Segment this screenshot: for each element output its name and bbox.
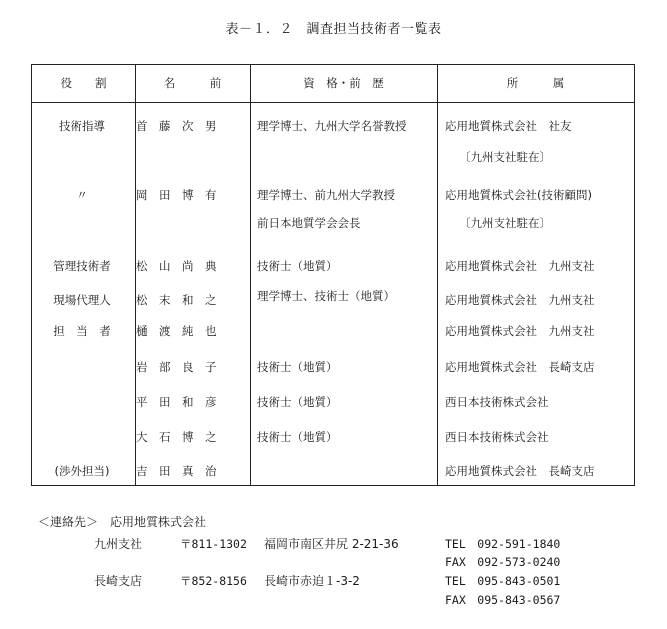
kyushu-postal-code: 〒811-1302 (180, 537, 247, 551)
column-divider (250, 65, 251, 485)
table-cell-qualification: 理学博士、九州大学名誉教授 (257, 119, 407, 133)
table-cell-qualification: 技術士（地質） (257, 259, 338, 273)
kyushu-branch-name: 九州支社 (94, 537, 143, 551)
table-cell-qualification: 理学博士、前九州大学教授 (257, 188, 395, 202)
header-name: 名 前 (163, 76, 222, 90)
staff-table (31, 64, 635, 486)
table-cell-qualification: 技術士（地質） (257, 360, 338, 374)
table-cell-name: 樋 渡 純 也 (136, 324, 217, 338)
kyushu-address: 福岡市南区井尻 2-21-36 (264, 537, 399, 551)
nagasaki-fax: FAX 095-843-0567 (445, 593, 561, 607)
table-cell-affiliation: 応用地質株式会社 九州支社 (445, 259, 595, 273)
table-cell-affiliation: 応用地質株式会社 九州支社 (445, 324, 595, 338)
table-cell-name: 松 山 尚 典 (136, 259, 217, 273)
table-cell-qualification: 技術士（地質） (257, 430, 338, 444)
table-cell-affiliation: 応用地質株式会社 長崎支店 (445, 464, 595, 478)
table-cell-affiliation: 西日本技術株式会社 (445, 395, 549, 409)
contact-heading: ＜連絡先＞ 応用地質株式会社 (38, 515, 207, 529)
table-cell-qualification: 前日本地質学会会長 (257, 216, 361, 230)
nagasaki-branch-name: 長崎支店 (94, 574, 143, 588)
table-cell-affiliation: 〔九州支社駐在〕 (459, 216, 551, 230)
column-divider (437, 65, 438, 485)
header-divider (32, 102, 634, 103)
table-cell-affiliation: 〔九州支社駐在〕 (459, 150, 551, 164)
table-cell-qualification: 理学博士、技術士（地質） (257, 289, 395, 303)
table-cell-affiliation: 応用地質株式会社(技術顧問) (445, 188, 592, 202)
header-affiliation: 所 属 (506, 76, 565, 90)
table-cell-name: 吉 田 真 治 (136, 464, 217, 478)
table-cell-qualification: 技術士（地質） (257, 395, 338, 409)
nagasaki-postal-code: 〒852-8156 (180, 574, 247, 588)
table-cell-role: 管理技術者 (53, 259, 111, 273)
table-cell-name: 松 末 和 之 (136, 293, 217, 307)
table-cell-name: 首 藤 次 男 (136, 119, 217, 133)
table-cell-affiliation: 応用地質株式会社 社友 (445, 119, 572, 133)
page-title: 表－１．２ 調査担当技術者一覧表 (225, 22, 442, 37)
table-cell-role: 技術指導 (59, 119, 105, 133)
table-cell-role: (渉外担当) (54, 464, 110, 478)
table-cell-role: 担 当 者 (53, 324, 111, 338)
table-cell-affiliation: 応用地質株式会社 長崎支店 (445, 360, 595, 374)
table-cell-name: 大 石 博 之 (136, 430, 217, 444)
table-cell-name: 岡 田 博 有 (136, 188, 217, 202)
header-qualification: 資 格・前 歴 (303, 76, 384, 90)
table-cell-role: 〃 (76, 188, 88, 202)
nagasaki-tel: TEL 095-843-0501 (445, 574, 561, 588)
table-cell-affiliation: 応用地質株式会社 九州支社 (445, 293, 595, 307)
kyushu-fax: FAX 092-573-0240 (445, 555, 561, 569)
header-role: 役 割 (60, 76, 107, 90)
table-cell-name: 岩 部 良 子 (136, 360, 217, 374)
kyushu-tel: TEL 092-591-1840 (445, 537, 561, 551)
nagasaki-address: 長崎市赤迫１-3-2 (264, 574, 360, 588)
table-cell-role: 現場代理人 (53, 293, 111, 307)
table-cell-affiliation: 西日本技術株式会社 (445, 430, 549, 444)
table-cell-name: 平 田 和 彦 (136, 395, 217, 409)
